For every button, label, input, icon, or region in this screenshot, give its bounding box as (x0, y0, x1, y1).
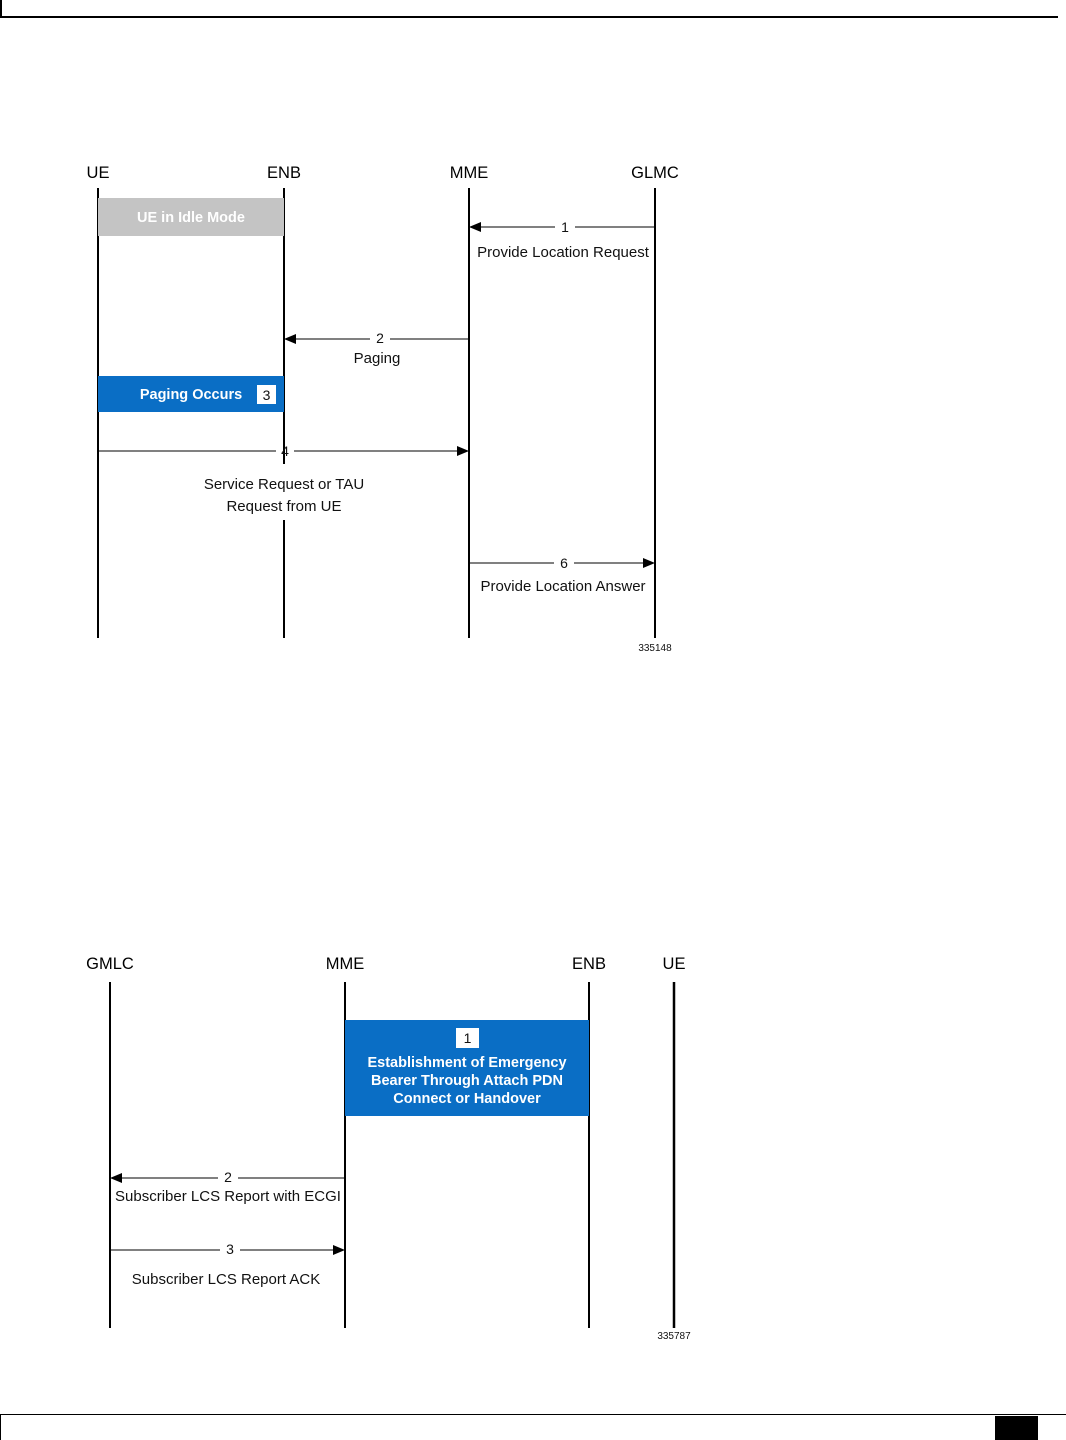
msg6-number: 6 (560, 555, 568, 571)
msg4-label-line2: Request from UE (226, 498, 342, 515)
diagram-emergency-bearer (86, 955, 691, 1342)
lane-header-mme: MME (325, 955, 365, 973)
msg2-label: Subscriber LCS Report with ECGI (115, 1188, 341, 1205)
lane-header-glmc: GLMC (631, 164, 679, 182)
msg1-label: Provide Location Request (477, 244, 649, 261)
msg2-label: Paging (353, 350, 401, 367)
emergency-number: 1 (463, 1030, 472, 1046)
msg3-label: Subscriber LCS Report ACK (131, 1271, 321, 1288)
paging-occurs-label: Paging Occurs (139, 387, 243, 403)
lane-header-ue: UE (662, 955, 686, 973)
page-number-tab (995, 1416, 1038, 1440)
msg4-label-line1: Service Request or TAU (203, 476, 365, 493)
emergency-box-line1: Establishment of Emergency (367, 1055, 567, 1071)
figure-reference-number: 335787 (657, 1331, 691, 1342)
msg2-number: 2 (376, 330, 384, 346)
lane-header-gmlc: GMLC (86, 955, 134, 973)
diagram-location-request (87, 164, 679, 654)
lane-header-enb: ENB (267, 164, 301, 182)
emergency-box-line2: Bearer Through Attach PDN (370, 1073, 564, 1089)
msg2-number: 2 (224, 1169, 232, 1185)
lane-header-mme: MME (449, 164, 489, 182)
paging-number: 3 (262, 387, 271, 403)
page-footer-rule (0, 1414, 1066, 1440)
msg1-number: 1 (561, 219, 569, 235)
msg4-number: 4 (281, 443, 289, 459)
lane-header-ue: UE (86, 164, 110, 182)
figure-reference-number: 335148 (638, 643, 672, 654)
msg6-label: Provide Location Answer (480, 578, 646, 595)
msg3-number: 3 (226, 1241, 234, 1257)
lane-header-enb: ENB (572, 955, 606, 973)
idle-mode-label: UE in Idle Mode (137, 210, 245, 226)
emergency-box-line3: Connect or Handover (393, 1091, 541, 1107)
